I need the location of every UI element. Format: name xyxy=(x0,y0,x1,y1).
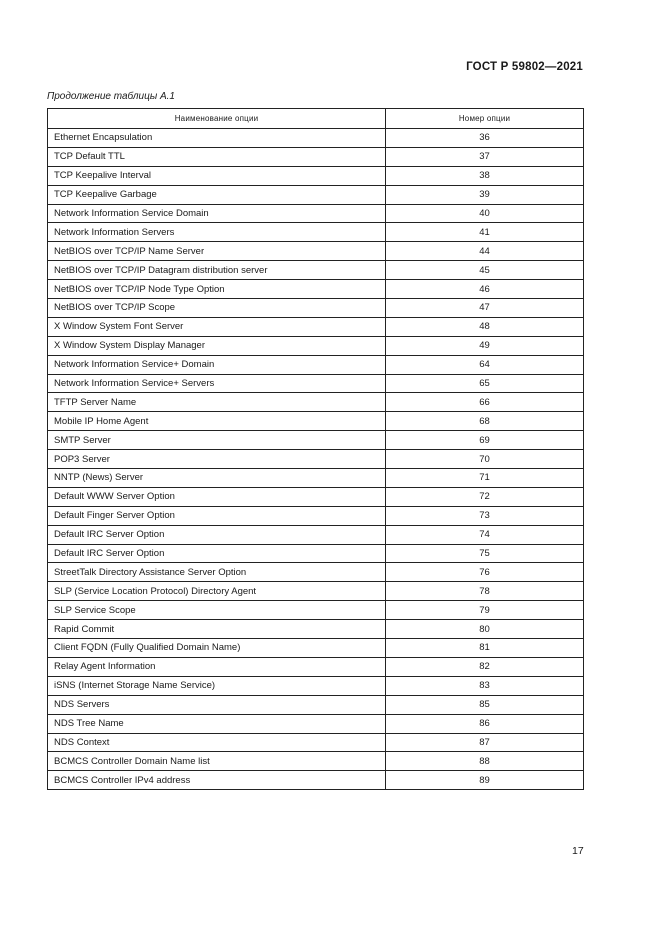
table-row xyxy=(48,393,584,412)
option-number-cell: 37 xyxy=(386,147,584,166)
option-name-cell: X Window System Font Server xyxy=(48,317,386,336)
table-row xyxy=(48,374,584,393)
table-row xyxy=(48,563,584,582)
option-name-cell: StreetTalk Directory Assistance Server Option xyxy=(48,563,386,582)
table-row xyxy=(48,355,584,374)
column-header-option-name: Наименование опции xyxy=(48,109,386,129)
option-number-cell: 71 xyxy=(386,469,584,488)
option-name-cell: NDS Tree Name xyxy=(48,714,386,733)
options-table xyxy=(47,108,584,790)
option-name-cell: X Window System Display Manager xyxy=(48,336,386,355)
option-number-cell: 39 xyxy=(386,185,584,204)
option-name-cell: Default IRC Server Option xyxy=(48,525,386,544)
option-number-cell: 70 xyxy=(386,450,584,469)
table-row xyxy=(48,129,584,148)
table-row xyxy=(48,147,584,166)
option-name-cell: POP3 Server xyxy=(48,450,386,469)
option-name-cell: SLP Service Scope xyxy=(48,601,386,620)
option-name-cell: Default Finger Server Option xyxy=(48,506,386,525)
option-name-cell: Network Information Service Domain xyxy=(48,204,386,223)
document-code: ГОСТ Р 59802—2021 xyxy=(466,61,583,73)
option-number-cell: 38 xyxy=(386,166,584,185)
table-row xyxy=(48,733,584,752)
option-name-cell: TCP Default TTL xyxy=(48,147,386,166)
option-number-cell: 82 xyxy=(386,657,584,676)
option-number-cell: 41 xyxy=(386,223,584,242)
option-name-cell: Default WWW Server Option xyxy=(48,487,386,506)
option-name-cell: SLP (Service Location Protocol) Directory Agent xyxy=(48,582,386,601)
table-row xyxy=(48,450,584,469)
table-row xyxy=(48,204,584,223)
table-row xyxy=(48,185,584,204)
table-row xyxy=(48,223,584,242)
option-name-cell: NetBIOS over TCP/IP Name Server xyxy=(48,242,386,261)
option-number-cell: 36 xyxy=(386,129,584,148)
option-name-cell: NDS Servers xyxy=(48,695,386,714)
option-name-cell: NetBIOS over TCP/IP Datagram distribution server xyxy=(48,261,386,280)
table-row xyxy=(48,601,584,620)
table-row xyxy=(48,261,584,280)
option-number-cell: 40 xyxy=(386,204,584,223)
option-number-cell: 44 xyxy=(386,242,584,261)
option-number-cell: 74 xyxy=(386,525,584,544)
table-header xyxy=(48,109,584,129)
header-row xyxy=(48,109,584,129)
option-name-cell: Network Information Service+ Domain xyxy=(48,355,386,374)
column-header-option-number: Номер опции xyxy=(386,109,584,129)
option-number-cell: 72 xyxy=(386,487,584,506)
option-name-cell: iSNS (Internet Storage Name Service) xyxy=(48,676,386,695)
option-number-cell: 81 xyxy=(386,639,584,658)
option-number-cell: 80 xyxy=(386,620,584,639)
table-row xyxy=(48,487,584,506)
table-row xyxy=(48,695,584,714)
option-name-cell: NetBIOS over TCP/IP Node Type Option xyxy=(48,280,386,299)
option-number-cell: 76 xyxy=(386,563,584,582)
table-row xyxy=(48,582,584,601)
table-row xyxy=(48,639,584,658)
table-row xyxy=(48,431,584,450)
option-name-cell: NNTP (News) Server xyxy=(48,469,386,488)
table-row xyxy=(48,336,584,355)
table-row xyxy=(48,714,584,733)
table-body xyxy=(48,129,584,790)
table-row xyxy=(48,544,584,563)
option-number-cell: 65 xyxy=(386,374,584,393)
option-name-cell: Ethernet Encapsulation xyxy=(48,129,386,148)
option-number-cell: 79 xyxy=(386,601,584,620)
option-number-cell: 68 xyxy=(386,412,584,431)
table-row xyxy=(48,166,584,185)
option-name-cell: NetBIOS over TCP/IP Scope xyxy=(48,299,386,318)
option-name-cell: NDS Context xyxy=(48,733,386,752)
option-number-cell: 86 xyxy=(386,714,584,733)
option-number-cell: 66 xyxy=(386,393,584,412)
option-name-cell: Network Information Service+ Servers xyxy=(48,374,386,393)
table-row xyxy=(48,657,584,676)
table-row xyxy=(48,317,584,336)
table-row xyxy=(48,620,584,639)
table-row xyxy=(48,412,584,431)
option-number-cell: 83 xyxy=(386,676,584,695)
option-name-cell: Mobile IP Home Agent xyxy=(48,412,386,431)
option-name-cell: Relay Agent Information xyxy=(48,657,386,676)
option-number-cell: 89 xyxy=(386,771,584,790)
option-number-cell: 47 xyxy=(386,299,584,318)
option-name-cell: TCP Keepalive Garbage xyxy=(48,185,386,204)
option-number-cell: 88 xyxy=(386,752,584,771)
option-number-cell: 85 xyxy=(386,695,584,714)
table-row xyxy=(48,506,584,525)
option-number-cell: 69 xyxy=(386,431,584,450)
table-row xyxy=(48,752,584,771)
table-row xyxy=(48,242,584,261)
option-name-cell: BCMCS Controller Domain Name list xyxy=(48,752,386,771)
table-row xyxy=(48,525,584,544)
option-number-cell: 75 xyxy=(386,544,584,563)
option-number-cell: 78 xyxy=(386,582,584,601)
option-name-cell: SMTP Server xyxy=(48,431,386,450)
option-number-cell: 64 xyxy=(386,355,584,374)
option-name-cell: TCP Keepalive Interval xyxy=(48,166,386,185)
table-row xyxy=(48,771,584,790)
option-number-cell: 49 xyxy=(386,336,584,355)
option-name-cell: TFTP Server Name xyxy=(48,393,386,412)
option-number-cell: 45 xyxy=(386,261,584,280)
option-number-cell: 73 xyxy=(386,506,584,525)
option-number-cell: 48 xyxy=(386,317,584,336)
option-name-cell: Client FQDN (Fully Qualified Domain Name) xyxy=(48,639,386,658)
table-row xyxy=(48,280,584,299)
option-name-cell: BCMCS Controller IPv4 address xyxy=(48,771,386,790)
table-row xyxy=(48,469,584,488)
option-name-cell: Network Information Servers xyxy=(48,223,386,242)
option-number-cell: 87 xyxy=(386,733,584,752)
option-name-cell: Rapid Commit xyxy=(48,620,386,639)
table-row xyxy=(48,676,584,695)
page-number: 17 xyxy=(572,845,584,857)
table-row xyxy=(48,299,584,318)
option-number-cell: 46 xyxy=(386,280,584,299)
table-caption: Продолжение таблицы А.1 xyxy=(47,91,175,102)
option-name-cell: Default IRC Server Option xyxy=(48,544,386,563)
